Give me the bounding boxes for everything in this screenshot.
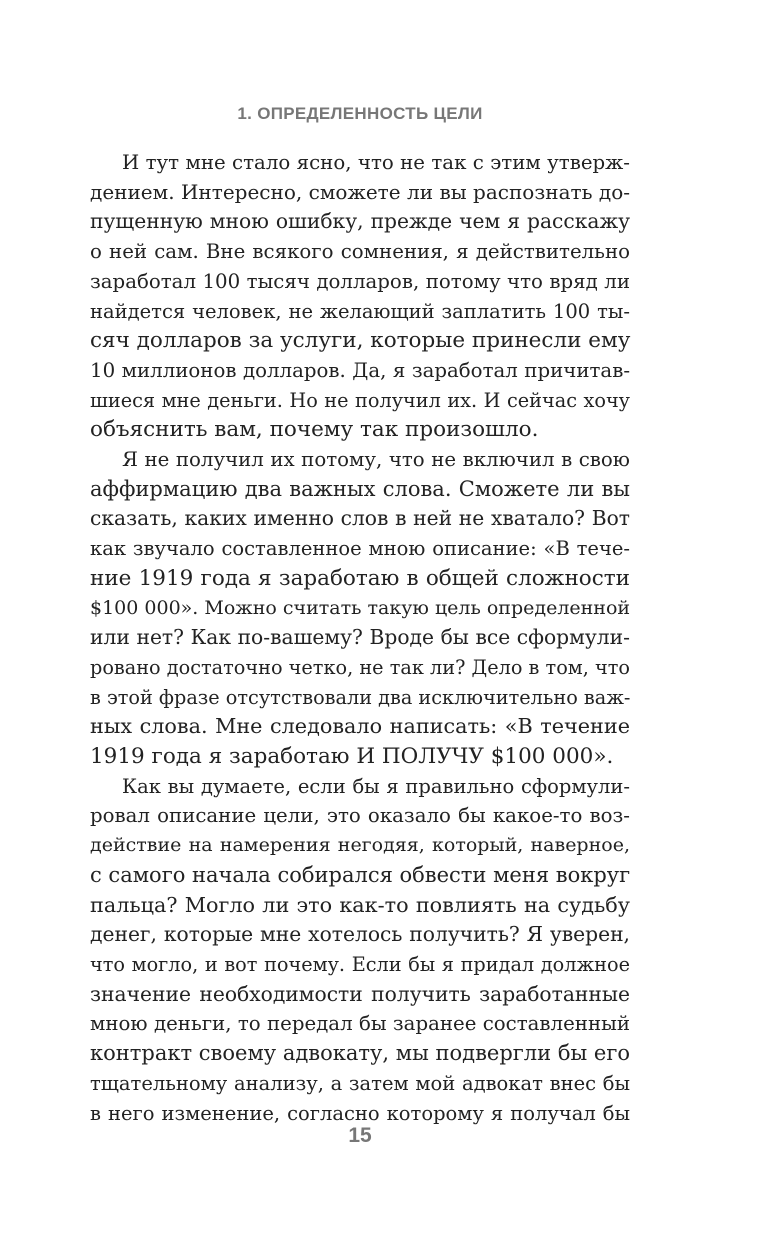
- text-line: ние 1919 года я заработаю в общей сложности: [90, 565, 630, 591]
- text-line: 10 миллионов долларов. Да, я заработал причитав-: [90, 358, 630, 382]
- text-line: или нет? Как по-вашему? Вроде бы все сформули-: [90, 625, 630, 650]
- body-text: [90, 148, 630, 1128]
- text-line: мною деньги, то передал бы заранее составленный: [90, 1012, 630, 1036]
- text-line: пущенную мною ошибку, прежде чем я расскажу: [90, 209, 630, 234]
- running-title: 1. ОПРЕДЕЛЕННОСТЬ ЦЕЛИ: [237, 104, 483, 123]
- text-line: $100 000». Можно считать такую цель определенной: [90, 596, 631, 619]
- text-line: объяснить вам, почему так произошло.: [90, 417, 539, 443]
- page-number: 15: [348, 1124, 372, 1147]
- text-line: сказать, каких именно слов в ней не хватало? Вот: [90, 506, 630, 531]
- paragraph-2: [90, 445, 630, 772]
- text-line: Я не получил их потому, что не включил в свою: [122, 448, 630, 472]
- text-line: пальца? Могло ли это как-то повлиять на судьбу: [90, 892, 630, 917]
- text-line: Как вы думаете, если бы я правильно сформули-: [122, 774, 630, 798]
- text-line: аффирмацию два важных слова. Сможете ли вы: [90, 476, 630, 501]
- paragraph-1: [90, 148, 630, 445]
- text-line: в него изменение, согласно которому я получал бы: [90, 1101, 630, 1125]
- text-line: заработал 100 тысяч долларов, потому что вряд ли: [90, 269, 630, 293]
- text-line: контракт своему адвокату, мы подвергли бы его: [90, 1041, 630, 1066]
- text-line: тщательному анализу, а затем мой адвокат внес бы: [90, 1071, 630, 1095]
- text-line: ровал описание цели, это оказало бы какое-то воз-: [90, 804, 630, 828]
- text-line: действие на намерения негодяя, который, наверное,: [90, 834, 630, 857]
- text-line: ровано достаточно четко, не так ли? Дело в том, что: [90, 655, 630, 679]
- text-line: денег, которые мне хотелось получить? Я уверен,: [90, 922, 630, 947]
- text-line: найдется человек, не желающий заплатить 100 ты-: [90, 299, 630, 323]
- text-line: сяч долларов за услуги, которые принесли ему: [90, 328, 631, 354]
- text-line: 1919 года я заработаю И ПОЛУЧУ $100 000».: [90, 744, 614, 770]
- text-line: о ней сам. Вне всякого сомнения, я действительно: [90, 240, 630, 264]
- text-line: шиеся мне деньги. Но не получил их. И сейчас хочу: [90, 388, 630, 412]
- text-line: ных слова. Мне следовало написать: «В течение: [90, 714, 630, 739]
- paragraph-3: [90, 772, 630, 1128]
- text-line: дением. Интересно, сможете ли вы распознать до-: [90, 179, 630, 204]
- text-line: значение необходимости получить заработанные: [90, 981, 630, 1006]
- text-line: что могло, и вот почему. Если бы я придал должное: [90, 952, 630, 976]
- text-line: И тут мне стало ясно, что не так с этим утверж-: [122, 151, 630, 174]
- text-line: с самого начала собирался обвести меня вокруг: [90, 862, 631, 887]
- text-line: в этой фразе отсутствовали два исключительно важ-: [90, 685, 631, 709]
- text-line: как звучало составленное мною описание: «В тече-: [90, 537, 630, 561]
